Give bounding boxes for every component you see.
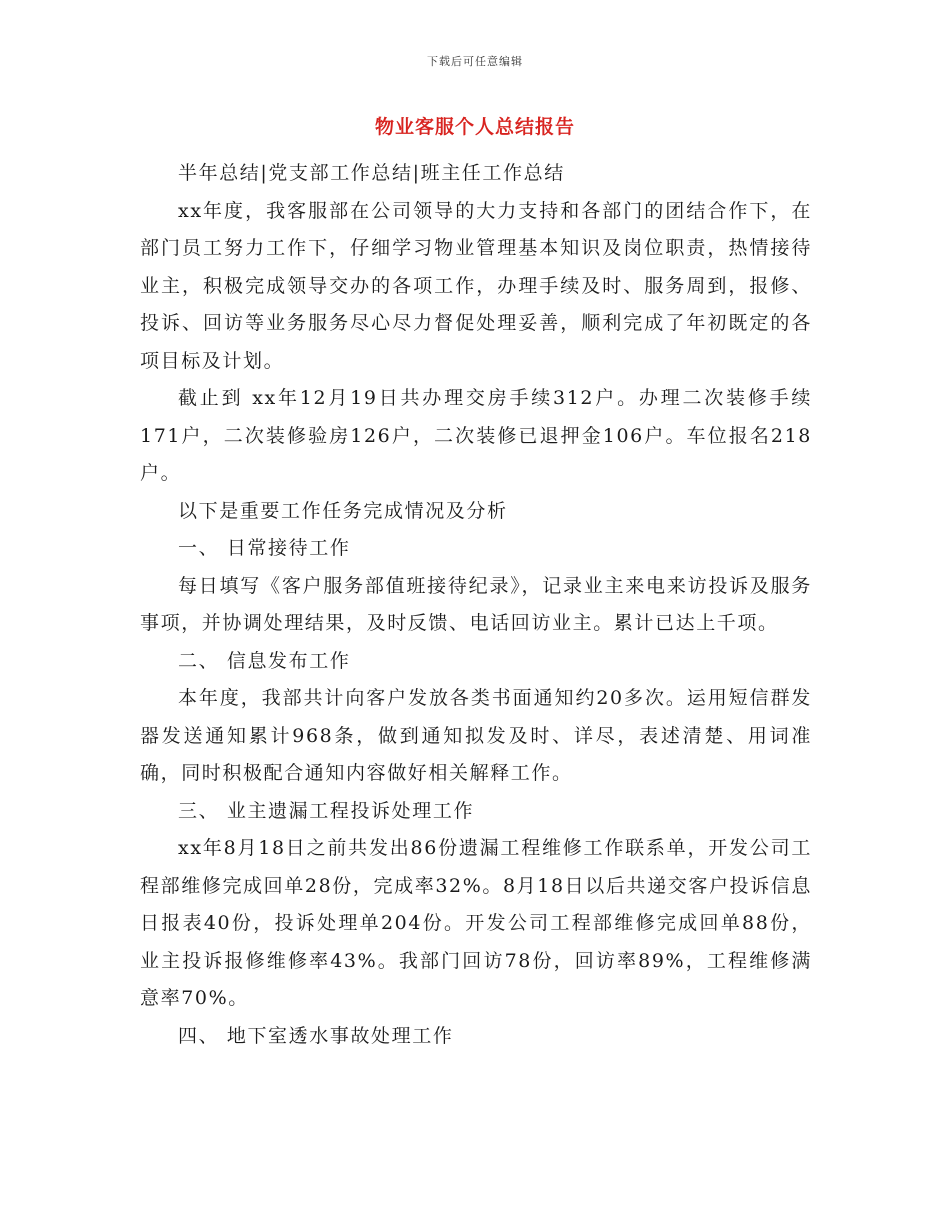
paragraph-intro: xx年度，我客服部在公司领导的大力支持和各部门的团结合作下，在部门员工努力工作下，仔细学习物业管理基本知识及岗位职责，热情接待业主，积极完成领导交办的各项工作，办理手续及时、服务周到，报修、投诉、回访等业务服务尽心尽力督促处理妥善，顺利完成了年初既定的各项目标及计划。 [140, 199, 812, 372]
paragraph-section-3: xx年8月18日之前共发出86份遗漏工程维修工作联系单，开发公司工程部维修完成回单28份，完成率32%。8月18日以后共递交客户投诉信息日报表40份，投诉处理单204份。开发公司工程部维修完成回单88份，业主投诉报修维修率43%。我部门回访78份，回访率89%，工程维修满意率70%。 [140, 837, 812, 1009]
document-title: 物业客服个人总结报告 [374, 116, 575, 138]
paragraph-section-1: 每日填写《客户服务部值班接待纪录》，记录业主来电来访投诉及服务事项，并协调处理结果，及时反馈、电话回访业主。累计已达上千项。 [140, 574, 812, 634]
section-heading-3: 三、 业主遗漏工程投诉处理工作 [178, 799, 475, 822]
page-header-note: 下载后可任意编辑 [427, 55, 523, 68]
document-body [140, 155, 812, 1055]
paragraph-overview: 以下是重要工作任务完成情况及分析 [178, 499, 508, 522]
paragraph-statistics: 截止到 xx年12月19日共办理交房手续312户。办理二次装修手续171户，二次装修验房126户，二次装修已退押金106户。车位报名218户。 [140, 387, 812, 484]
paragraph-section-2: 本年度，我部共计向客户发放各类书面通知约20多次。运用短信群发器发送通知累计968条，做到通知拟发及时、详尽，表述清楚、用词准确，同时积极配合通知内容做好相关解释工作。 [140, 687, 812, 784]
section-heading-1: 一、 日常接待工作 [178, 537, 351, 559]
section-heading-4: 四、 地下室透水事故处理工作 [178, 1024, 454, 1047]
section-heading-2: 二、 信息发布工作 [178, 649, 351, 672]
related-links-line: 半年总结|党支部工作总结|班主任工作总结 [178, 162, 565, 184]
